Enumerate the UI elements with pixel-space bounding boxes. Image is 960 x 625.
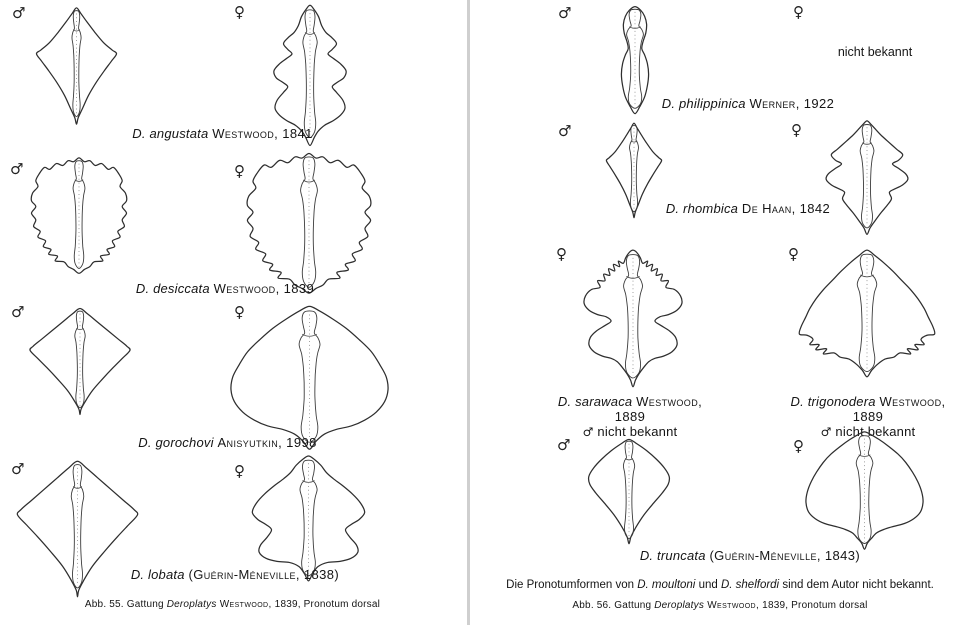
- female-symbol: ♀: [791, 121, 802, 139]
- species-name: D. trigonodera: [790, 394, 876, 409]
- pronotum-figure-rhombica-female: [816, 119, 918, 238]
- species-name: D. truncata: [639, 548, 706, 563]
- caption-prefix: Abb. 56. Gattung: [572, 600, 655, 611]
- male-symbol: ♂: [11, 460, 25, 478]
- male-symbol: ♂: [10, 160, 24, 178]
- caption-author: Westwood,: [704, 600, 760, 611]
- caption-genus: Deroplatys: [654, 600, 705, 611]
- species-author: Westwood, 1889: [614, 394, 703, 424]
- species-author: De Haan, 1842: [741, 201, 831, 216]
- male-symbol: ♂: [557, 436, 571, 454]
- male-symbol: ♂: [582, 425, 594, 439]
- footnote: [480, 579, 960, 591]
- note-text: nicht bekannt: [835, 424, 916, 439]
- pronotum-figure-sarawaca-female: [572, 248, 694, 390]
- note-text: nicht bekannt: [597, 424, 678, 439]
- caption-genus: Deroplatys: [166, 599, 217, 610]
- footnote-part: Die Pronotumformen von: [506, 579, 638, 591]
- pronotum-figure-gorochovi-female: [226, 304, 393, 455]
- species-name: D. lobata: [130, 567, 185, 582]
- caption-author: Westwood,: [216, 599, 272, 610]
- male-symbol: ♂: [558, 4, 572, 22]
- species-name: D. rhombica: [665, 201, 739, 216]
- male-symbol: ♂: [820, 425, 832, 439]
- species-name: D. gorochovi: [138, 435, 214, 450]
- species-author: Anisyutkin, 1998: [217, 435, 317, 450]
- species-label-sarawaca: [550, 394, 710, 440]
- pronotum-figure-desiccata-female: [239, 150, 379, 300]
- species-author: Westwood, 1839: [213, 281, 315, 296]
- species-author: Werner, 1922: [749, 96, 835, 111]
- right-page: [471, 0, 960, 625]
- pronotum-figure-truncata-male: [580, 436, 678, 548]
- species-author: Westwood, 1841: [212, 126, 313, 141]
- species-label-philippinica: [628, 96, 868, 111]
- figure-caption-abb56: [530, 600, 910, 611]
- caption-tail: 1839, Pronotum dorsal: [271, 599, 381, 610]
- species-label-desiccata: [95, 281, 355, 296]
- caption-prefix: Abb. 55. Gattung: [84, 599, 167, 610]
- footnote-part: und: [695, 579, 721, 591]
- species-label-gorochovi: [95, 435, 360, 450]
- species-line: [550, 394, 710, 424]
- male-symbol: ♂: [12, 4, 26, 22]
- page-divider: [467, 0, 470, 625]
- species-name: D. philippinica: [661, 96, 746, 111]
- species-label-lobata: [95, 567, 375, 582]
- species-name: D. angustata: [132, 126, 209, 141]
- female-symbol: ♀: [234, 462, 245, 480]
- male-symbol: ♂: [558, 122, 572, 140]
- pronotum-figure-angustata-male: [33, 5, 120, 127]
- female-symbol: ♀: [234, 3, 245, 21]
- footnote-species: D. moultoni: [637, 579, 696, 591]
- female-symbol: ♀: [234, 303, 245, 321]
- female-symbol: ♀: [234, 162, 245, 180]
- species-label-angustata: [95, 126, 350, 141]
- species-label-truncata: [620, 548, 880, 563]
- female-symbol: ♀: [556, 245, 567, 263]
- pronotum-figure-gorochovi-male: [28, 306, 132, 417]
- species-label-rhombica: [628, 201, 868, 216]
- female-symbol: ♀: [788, 245, 799, 263]
- pronotum-figure-truncata-female: [798, 430, 931, 554]
- female-symbol: ♀: [793, 437, 804, 455]
- footnote-part: sind dem Autor nicht bekannt.: [779, 579, 934, 591]
- species-author: (Guérin-Méneville, 1843): [709, 548, 861, 563]
- pronotum-figure-trigonodera-female: [792, 248, 942, 383]
- male-symbol: ♂: [11, 303, 25, 321]
- species-line: [778, 394, 958, 424]
- figure-caption-abb55: [35, 599, 430, 610]
- female-symbol: ♀: [793, 3, 804, 21]
- left-page: [0, 0, 467, 625]
- caption-tail: 1839, Pronotum dorsal: [759, 600, 868, 611]
- species-author: (Guérin-Méneville, 1838): [188, 567, 340, 582]
- species-author: Westwood, 1889: [852, 394, 946, 424]
- female-unknown-note: nicht bekannt: [837, 45, 913, 59]
- pronotum-figure-desiccata-male: [25, 155, 133, 279]
- footnote-species: D. shelfordi: [720, 579, 780, 591]
- species-name: D. sarawaca: [557, 394, 633, 409]
- species-name: D. desiccata: [135, 281, 210, 296]
